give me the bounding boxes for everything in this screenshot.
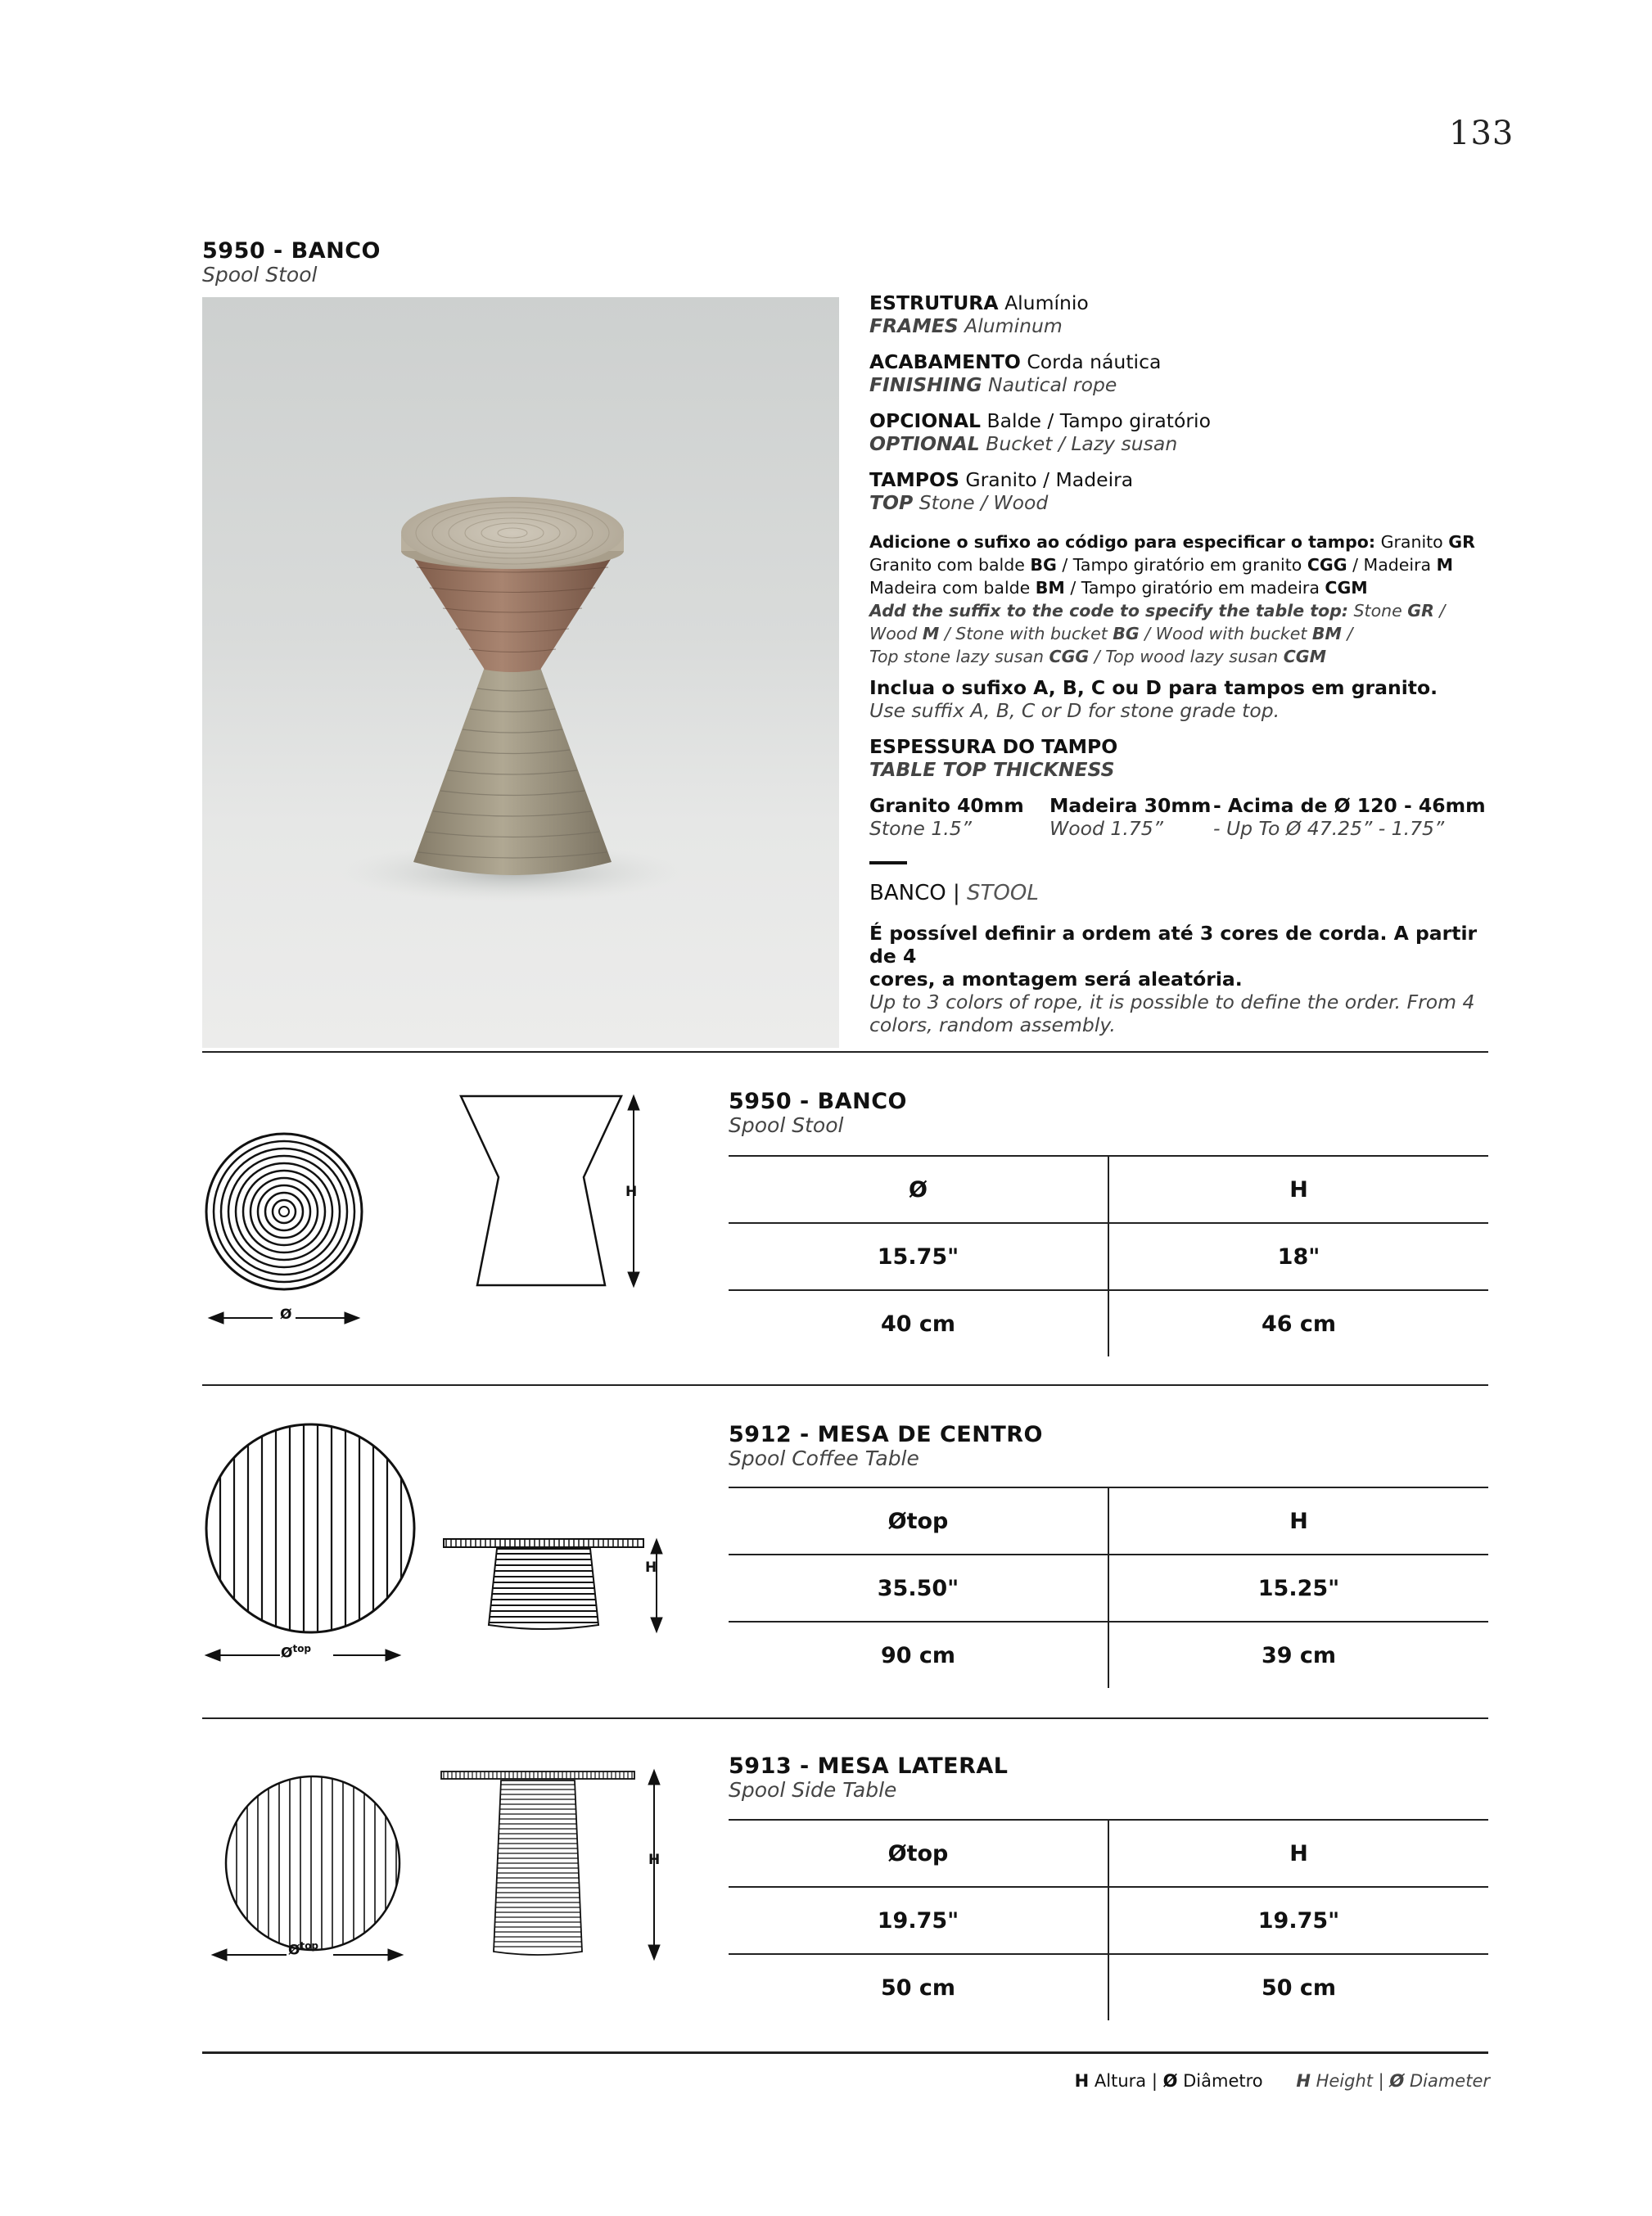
product-photo [202, 297, 839, 1048]
suffix-text-en: Stone [1348, 601, 1408, 621]
table-header-cell: Ø [729, 1156, 1108, 1223]
suffix-code-en: CGG [1049, 647, 1090, 666]
legend-symbol: Ø [1162, 2071, 1178, 2091]
table-cell: 46 cm [1108, 1290, 1488, 1356]
item-subtitle: Spool Side Table [729, 1778, 897, 1802]
thickness-value: Granito 40mm [869, 794, 1024, 817]
stone-grade-note [869, 676, 1492, 722]
table-header-cell: H [1108, 1487, 1488, 1555]
table-row [729, 1622, 1488, 1688]
legend-symbol: Ø [1389, 2071, 1405, 2091]
category-sep: | [946, 881, 967, 905]
table-cell: 35.50" [729, 1555, 1108, 1622]
table-row [729, 1887, 1488, 1954]
spec-label: ACABAMENTO [869, 350, 1021, 373]
spec-frames [869, 291, 1492, 337]
legend-symbol: H [1296, 2071, 1311, 2091]
thickness-title-en: TABLE TOP THICKNESS [869, 758, 1115, 781]
product-title: 5950 - BANCO [202, 238, 381, 264]
spec-value: Balde / Tampo giratório [981, 409, 1211, 432]
spec-value-en: Stone / Wood [913, 491, 1049, 514]
legend-text: Height | [1310, 2071, 1390, 2091]
divider [202, 1051, 1488, 1053]
suffix-code-en: BM [1311, 624, 1342, 643]
coffee-table-drawings [202, 1418, 685, 1680]
thickness-col-wood [1049, 794, 1211, 840]
table-cell: 15.75" [729, 1223, 1108, 1290]
diameter-sup: top [292, 1643, 312, 1654]
suffix-text-en: / [1341, 624, 1353, 643]
suffix-note [869, 530, 1492, 668]
colors-text-en: Up to 3 colors of rope, it is possible to define the order. From 4 [869, 991, 1475, 1013]
suffix-text-en: / Wood with bucket [1139, 624, 1312, 643]
table-row [729, 1290, 1488, 1356]
spec-label-en: OPTIONAL [869, 432, 980, 455]
stool-drawings [202, 1089, 685, 1334]
height-label: H [625, 1184, 638, 1200]
dimension-table [729, 1819, 1488, 2020]
legend-text: Altura | [1089, 2071, 1163, 2091]
category-en: STOOL [967, 881, 1039, 905]
footer-legend [1075, 2071, 1490, 2091]
diameter-label [288, 1940, 318, 1959]
spec-label-en: TOP [869, 491, 914, 514]
table-header-row [729, 1156, 1488, 1223]
height-dimension [651, 1539, 662, 1632]
spool-stool-image [202, 297, 839, 1048]
suffix-text-en: Top stone lazy susan [869, 647, 1049, 666]
suffix-text: Madeira com balde [869, 578, 1036, 598]
suffix-text: / Madeira [1347, 555, 1437, 575]
suffix-text: Adicione o sufixo ao código para especificar o tampo: [869, 532, 1376, 552]
divider-bottom [202, 2051, 1488, 2054]
suffix-code: CGM [1325, 578, 1368, 598]
thickness-value-en: Wood 1.75” [1049, 817, 1163, 840]
legend-en [1296, 2071, 1490, 2091]
spec-label: TAMPOS [869, 468, 959, 491]
table-cell: 39 cm [1108, 1622, 1488, 1688]
item-subtitle: Spool Stool [729, 1113, 844, 1137]
rope-colors-note [869, 922, 1492, 1036]
colors-text: É possível definir a ordem até 3 cores de corda. A partir de 4 [869, 922, 1478, 968]
colors-text: cores, a montagem será aleatória. [869, 968, 1243, 991]
diameter-label [281, 1643, 311, 1662]
spec-value-en: Nautical rope [982, 373, 1117, 396]
colors-text-en: colors, random assembly. [869, 1013, 1116, 1036]
diameter-label: Ø [280, 1307, 292, 1323]
dimension-table [729, 1487, 1488, 1688]
height-label: H [648, 1852, 661, 1868]
table-row [729, 1555, 1488, 1622]
stool-top-view [206, 1134, 362, 1289]
spec-value: Corda náutica [1020, 350, 1162, 373]
suffix-text-en: / Stone with bucket [939, 624, 1113, 643]
suffix-code-en: M [922, 624, 940, 643]
coffee-table-top-view [206, 1418, 414, 1639]
table-cell: 90 cm [729, 1622, 1108, 1688]
suffix-text: Granito com balde [869, 555, 1031, 575]
divider [202, 1384, 1488, 1386]
suffix-text: / Tampo giratório em madeira [1064, 578, 1325, 598]
table-header-cell: Øtop [729, 1820, 1108, 1887]
spec-label: ESTRUTURA [869, 291, 999, 314]
spec-label-en: FINISHING [869, 373, 982, 396]
table-cell: 19.75" [1108, 1887, 1488, 1954]
suffix-text: Granito [1375, 532, 1449, 552]
thickness-value-en: Stone 1.5” [869, 817, 972, 840]
suffix-code: GR [1448, 532, 1475, 552]
spec-value-en: Bucket / Lazy susan [979, 432, 1178, 455]
thickness-heading [869, 735, 1492, 781]
suffix-text: / Tampo giratório em granito [1056, 555, 1307, 575]
table-row [729, 1954, 1488, 2020]
spec-label-en: FRAMES [869, 314, 959, 337]
table-header-row [729, 1820, 1488, 1887]
thickness-value: Madeira 30mm [1049, 794, 1212, 817]
category-label [869, 882, 1039, 905]
grade-text-en: Use suffix A, B, C or D for stone grade top. [869, 699, 1280, 722]
table-cell: 18" [1108, 1223, 1488, 1290]
suffix-text-en: Add the suffix to the code to specify the table top: [869, 601, 1349, 621]
diameter-sup: top [300, 1940, 319, 1952]
spec-label: OPCIONAL [869, 409, 981, 432]
suffix-text-en: Wood [869, 624, 923, 643]
thickness-title: ESPESSURA DO TAMPO [869, 735, 1118, 758]
item-subtitle: Spool Coffee Table [729, 1446, 919, 1470]
spec-value: Alumínio [998, 291, 1089, 314]
item-title: 5913 - MESA LATERAL [729, 1753, 1009, 1779]
thickness-col-stone [869, 794, 1024, 840]
table-cell: 50 cm [729, 1954, 1108, 2020]
divider [202, 1717, 1488, 1719]
side-table-drawings [202, 1752, 685, 2022]
table-cell: 40 cm [729, 1290, 1108, 1356]
table-header-row [729, 1487, 1488, 1555]
table-header-cell: H [1108, 1156, 1488, 1223]
legend-symbol: H [1074, 2071, 1090, 2091]
dimension-table [729, 1155, 1488, 1356]
suffix-text-en: / [1433, 601, 1446, 621]
section-dash [869, 861, 907, 864]
suffix-code: BM [1035, 578, 1065, 598]
thickness-value-en: - Up To Ø 47.25” - 1.75” [1213, 817, 1445, 840]
legend-text: Diameter [1404, 2071, 1490, 2091]
diameter-symbol: Ø [288, 1942, 300, 1959]
height-label: H [645, 1559, 657, 1576]
legend-text: Diâmetro [1177, 2071, 1263, 2091]
page-number: 133 [1449, 115, 1514, 152]
spec-optional [869, 409, 1492, 455]
suffix-code: BG [1030, 555, 1057, 575]
side-table-side-view [441, 1771, 634, 1955]
coffee-table-side-view [444, 1539, 643, 1629]
spec-value: Granito / Madeira [959, 468, 1134, 491]
spec-value-en: Aluminum [958, 314, 1063, 337]
table-cell: 15.25" [1108, 1555, 1488, 1622]
thickness-col-large [1213, 794, 1486, 840]
thickness-value: - Acima de Ø 120 - 46mm [1213, 794, 1486, 817]
table-cell: 50 cm [1108, 1954, 1488, 2020]
diameter-symbol: Ø [281, 1645, 293, 1662]
suffix-code-en: CGM [1283, 647, 1327, 666]
spec-tops [869, 468, 1492, 514]
suffix-code: M [1436, 555, 1453, 575]
table-header-cell: Øtop [729, 1487, 1108, 1555]
suffix-code-en: GR [1407, 601, 1434, 621]
item-title: 5912 - MESA DE CENTRO [729, 1422, 1043, 1447]
suffix-text-en: / Top wood lazy susan [1089, 647, 1284, 666]
spec-finishing [869, 350, 1492, 396]
grade-text: Inclua o sufixo A, B, C ou D para tampos em granito. [869, 676, 1438, 699]
stool-side-view [461, 1096, 621, 1285]
item-title: 5950 - BANCO [729, 1089, 907, 1114]
table-header-cell: H [1108, 1820, 1488, 1887]
product-subtitle: Spool Stool [202, 263, 318, 287]
suffix-code-en: BG [1113, 624, 1140, 643]
table-cell: 19.75" [729, 1887, 1108, 1954]
category-pt: BANCO [869, 881, 946, 905]
suffix-code: CGG [1307, 555, 1347, 575]
table-row [729, 1223, 1488, 1290]
side-table-top-view [226, 1768, 399, 1956]
